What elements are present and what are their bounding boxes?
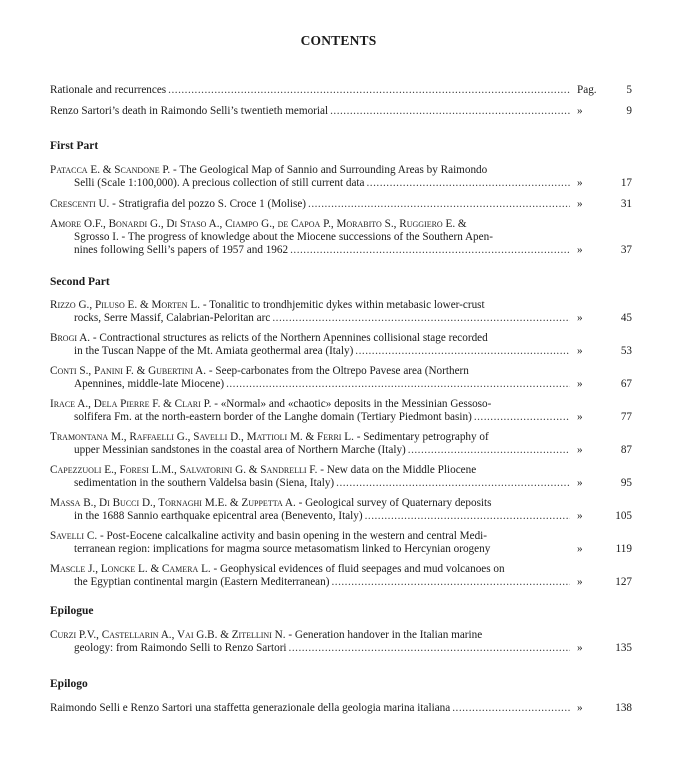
ditto-mark: » (577, 345, 583, 358)
page-number: 67 (620, 378, 632, 391)
entry-title: - Sedimentary petrography of (356, 431, 489, 443)
entry-title: Raimondo Selli e Renzo Sartori una staffetta generazionale della geologia marina italiana (50, 702, 451, 714)
entry-title: the Egyptian continental margin (Eastern Mediterranean) (74, 576, 330, 589)
ditto-mark: » (577, 510, 583, 523)
page-number: 37 (620, 244, 632, 257)
page-number: 127 (615, 576, 632, 589)
entry-title: in the Tuscan Nappe of the Mt. Amiata geothermal area (Italy) (74, 345, 354, 358)
section-heading-first-part: First Part (50, 140, 99, 152)
leader-dots (355, 345, 570, 358)
page-number: 9 (626, 105, 632, 117)
entry-title: nines following Selli’s papers of 1957 and 1962 (74, 244, 289, 257)
entry-title: rocks, Serre Massif, Calabrian-Peloritan arc (74, 312, 271, 325)
entry-title: upper Messinian sandstones in the coastal area of Northern Marche (Italy) (74, 444, 406, 457)
entry-authors: Rizzo G., Piluso E. & Morten L. (50, 299, 201, 311)
leader-dots (330, 105, 570, 118)
entry-authors: Conti S., Panini F. & Gubertini A. (50, 365, 207, 377)
entry-title: - Geological survey of Quaternary deposits (298, 497, 492, 509)
page-number: 45 (620, 312, 632, 325)
ditto-mark: » (577, 576, 583, 589)
entry-title: - Contractional structures as relicts of the Northern Apennines collisional stage recorded (92, 332, 488, 344)
page-title: CONTENTS (300, 33, 377, 48)
entry-title: sedimentation in the southern Valdelsa basin (Siena, Italy) (74, 477, 335, 490)
entry-authors: Tramontana M., Raffaelli G., Savelli D., Mattioli M. & Ferri L. (50, 431, 354, 443)
entry-title: - Geophysical evidences of fluid seepages and mud volcanoes on (213, 563, 505, 575)
toc-entry[interactable] (50, 530, 632, 556)
leader-dots (452, 702, 570, 715)
toc-entry[interactable] (50, 497, 632, 523)
page-number: 119 (615, 543, 632, 556)
toc-entry[interactable] (50, 299, 632, 325)
page-number: 95 (620, 477, 632, 490)
page-number: 135 (615, 642, 632, 655)
entry-title: - The Geological Map of Sannio and Surrounding Areas by Raimondo (173, 164, 488, 176)
entry-title: Renzo Sartori’s death in Raimondo Selli’s twentieth memorial (50, 105, 329, 117)
entry-authors: Capezzuoli E., Foresi L.M., Salvatorini G. & Sandrelli F. (50, 464, 318, 476)
page-number: 53 (620, 345, 632, 358)
entry-title: - «Normal» and «chaotic» deposits in the Messinian Gessoso- (214, 398, 492, 410)
toc-entry[interactable] (50, 629, 632, 655)
leader-dots (408, 444, 570, 457)
entry-title: geology: from Raimondo Selli to Renzo Sartori (74, 642, 287, 655)
entry-title: terranean region: implications for magma source metasomatism linked to Hercynian orogeny (74, 543, 491, 556)
page-number: 77 (620, 411, 632, 424)
toc-entry[interactable] (50, 332, 632, 358)
entry-title: - Generation handover in the Italian marine (288, 629, 483, 641)
leader-dots (336, 477, 570, 490)
entry-title: Sgrosso I. - The progress of knowledge about the Miocene successions of the Southern Apen- (74, 231, 493, 244)
entry-authors: Curzi P.V., Castellarin A., Vai G.B. & Zitellini N. (50, 629, 286, 641)
entry-authors: Amore O.F., Bonardi G., Di Staso A., Ciampo G., de Capoa P., Morabito S., Ruggiero E. & (50, 218, 467, 230)
toc-entry[interactable] (50, 198, 632, 211)
toc-entry[interactable] (50, 365, 632, 391)
leader-dots (168, 84, 570, 97)
leader-dots (308, 198, 570, 211)
ditto-mark: » (577, 642, 583, 655)
entry-title: - Seep-carbonates from the Oltrepo Pavese area (Northern (208, 365, 469, 377)
ditto-mark: » (577, 477, 583, 490)
section-heading-second-part: Second Part (50, 276, 110, 288)
entry-title: Rationale and recurrences (50, 84, 167, 96)
toc-entry[interactable] (50, 563, 632, 589)
entry-authors: Patacca E. & Scandone P. (50, 164, 171, 176)
toc-entry-rationale[interactable] (50, 84, 632, 97)
page-number: 17 (620, 177, 632, 190)
ditto-mark: » (577, 444, 583, 457)
leader-dots (226, 378, 570, 391)
page-label: Pag. (577, 84, 597, 96)
leader-dots (474, 411, 570, 424)
toc-entry[interactable] (50, 431, 632, 457)
entry-authors: Massa B., Di Bucci D., Tornaghi M.E. & Zuppetta A. (50, 497, 296, 509)
entry-authors: Savelli C. (50, 530, 98, 542)
toc-entry[interactable] (50, 398, 632, 424)
section-heading-epilogue: Epilogue (50, 605, 94, 617)
ditto-mark: » (577, 198, 583, 210)
ditto-mark: » (577, 411, 583, 424)
ditto-mark: » (577, 378, 583, 391)
entry-title: - Stratigrafia del pozzo S. Croce 1 (Molise) (112, 198, 307, 210)
entry-title: in the 1688 Sannio earthquake epicentral area (Benevento, Italy) (74, 510, 363, 523)
ditto-mark: » (577, 312, 583, 325)
toc-entry[interactable] (50, 702, 632, 715)
toc-entry-sartori-death[interactable] (50, 105, 632, 118)
entry-title: - Tonalitic to trondhjemitic dykes within metabasic lower-crust (202, 299, 485, 311)
entry-authors: Brogi A. (50, 332, 91, 344)
page-number: 87 (620, 444, 632, 457)
page-number: 105 (615, 510, 632, 523)
leader-dots (367, 177, 571, 190)
page-number: 31 (620, 198, 632, 210)
entry-authors: Irace A., Dela Pierre F. & Clari P. (50, 398, 212, 410)
page-number: 5 (626, 84, 632, 96)
entry-authors: Crescenti U. (50, 198, 110, 210)
leader-dots (289, 642, 570, 655)
toc-entry[interactable] (50, 464, 632, 490)
leader-dots (365, 510, 570, 523)
ditto-mark: » (577, 105, 583, 117)
section-heading-epilogo: Epilogo (50, 678, 88, 690)
page-number: 138 (615, 702, 632, 714)
entry-title: Apennines, middle-late Miocene) (74, 378, 225, 391)
leader-dots (272, 312, 570, 325)
leader-dots (290, 244, 570, 257)
toc-entry[interactable] (50, 164, 632, 190)
ditto-mark: » (577, 177, 583, 190)
entry-title: - Post-Eocene calcalkaline activity and basin opening in the western and central Medi- (99, 530, 488, 542)
toc-entry[interactable] (50, 218, 632, 258)
ditto-mark: » (577, 244, 583, 257)
leader-dots (331, 576, 570, 589)
entry-title: Selli (Scale 1:100,000). A precious collection of still current data (74, 177, 365, 190)
entry-title: solfifera Fm. at the north-eastern border of the Langhe domain (Tertiary Piedmont basin) (74, 411, 472, 424)
entry-authors: Mascle J., Loncke L. & Camera L. (50, 563, 211, 575)
entry-title: - New data on the Middle Pliocene (320, 464, 477, 476)
ditto-mark: » (577, 543, 583, 556)
ditto-mark: » (577, 702, 583, 714)
